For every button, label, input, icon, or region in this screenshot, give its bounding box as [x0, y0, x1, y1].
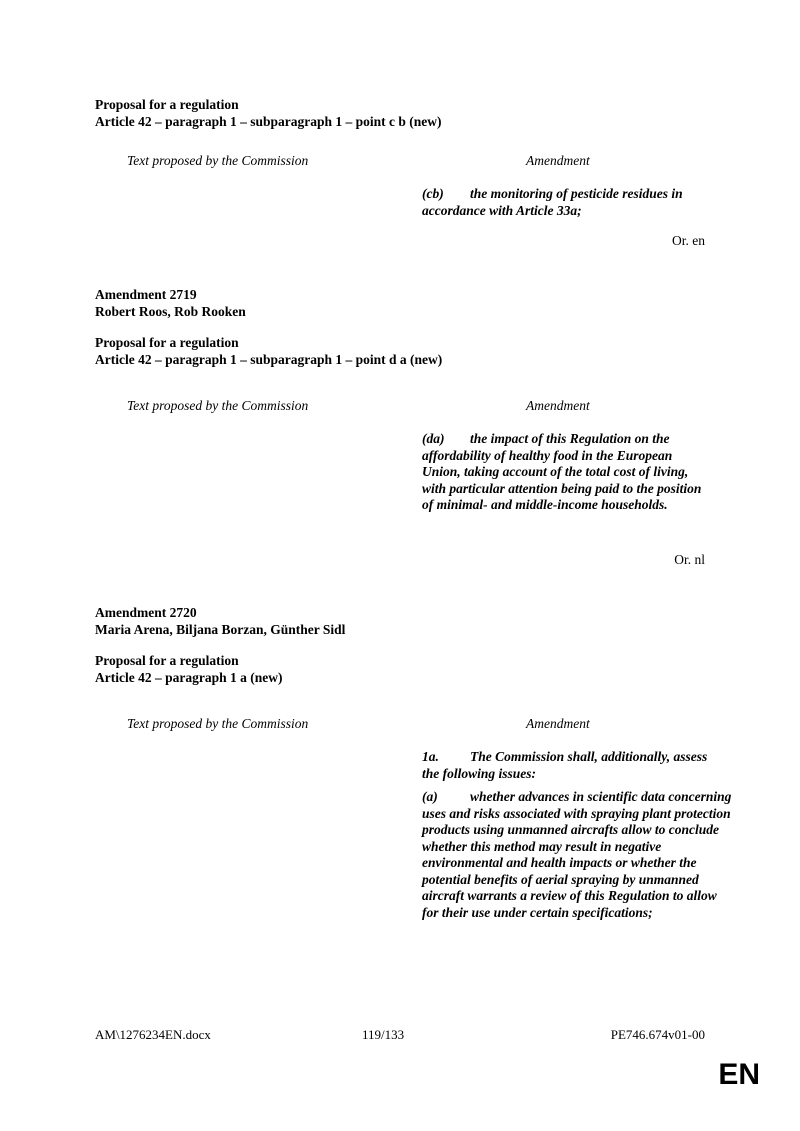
paragraph-text: the impact of this Regulation on the affordability of healthy food in the European Union, taking account of the total cost of living, with particular attention being paid to the position of minimal- and middle-income households.	[422, 431, 702, 512]
amendment-paragraph	[422, 431, 707, 514]
proposal-label: Proposal for a regulation	[95, 335, 239, 350]
paragraph-text: The Commission shall, additionally, assess the following issues:	[422, 749, 708, 781]
footer-page-number: 119/133	[362, 1027, 405, 1042]
original-language: Or. nl	[674, 552, 705, 567]
amendment-text	[422, 431, 707, 514]
amendment-authors: Robert Roos, Rob Rooken	[95, 304, 246, 319]
article-reference: Article 42 – paragraph 1 a (new)	[95, 670, 283, 685]
language-badge: EN	[718, 1058, 760, 1091]
paragraph-label: (cb)	[422, 186, 444, 201]
amendment-number: Amendment 2720	[95, 605, 197, 620]
paragraph-label: (a)	[422, 789, 438, 804]
amendment-text	[422, 749, 732, 921]
amendment-paragraph	[422, 789, 734, 921]
paragraph-text: whether advances in scientific data concerning uses and risks associated with spraying plant protection products using unmanned aircrafts allow to conclude whether this method may result in negative environmental and health impacts or whether the potential benefits of aerial spraying by unmanned aircraft warrants a review of this Regulation to allow for their use under certain specifications;	[422, 789, 732, 920]
article-reference: Article 42 – paragraph 1 – subparagraph 1 – point d a (new)	[95, 352, 443, 367]
amendment-authors: Maria Arena, Biljana Borzan, Günther Sidl	[95, 622, 346, 637]
column-heading-amendment: Amendment	[526, 716, 590, 731]
column-heading-amendment: Amendment	[526, 398, 590, 413]
column-heading-commission: Text proposed by the Commission	[127, 716, 309, 731]
section-1-header	[95, 96, 715, 130]
section-2-header	[95, 286, 715, 368]
section-3-header	[95, 604, 715, 686]
column-heading-amendment: Amendment	[526, 153, 590, 168]
proposal-label: Proposal for a regulation	[95, 653, 239, 668]
column-heading-commission: Text proposed by the Commission	[127, 153, 309, 168]
proposal-label: Proposal for a regulation	[95, 97, 239, 112]
paragraph-label: (da)	[422, 431, 445, 446]
amendment-number: Amendment 2719	[95, 287, 197, 302]
paragraph-text: the monitoring of pesticide residues in accordance with Article 33a;	[422, 186, 683, 218]
amendment-paragraph	[422, 749, 722, 782]
footer-pe-reference: PE746.674v01-00	[610, 1027, 705, 1042]
paragraph-label: 1a.	[422, 749, 439, 764]
amendment-paragraph	[422, 186, 722, 219]
original-language: Or. en	[672, 233, 705, 248]
footer-document-reference: AM\1276234EN.docx	[95, 1027, 211, 1042]
amendment-text	[422, 186, 722, 219]
column-heading-commission: Text proposed by the Commission	[127, 398, 309, 413]
article-reference: Article 42 – paragraph 1 – subparagraph 1 – point c b (new)	[95, 114, 442, 129]
